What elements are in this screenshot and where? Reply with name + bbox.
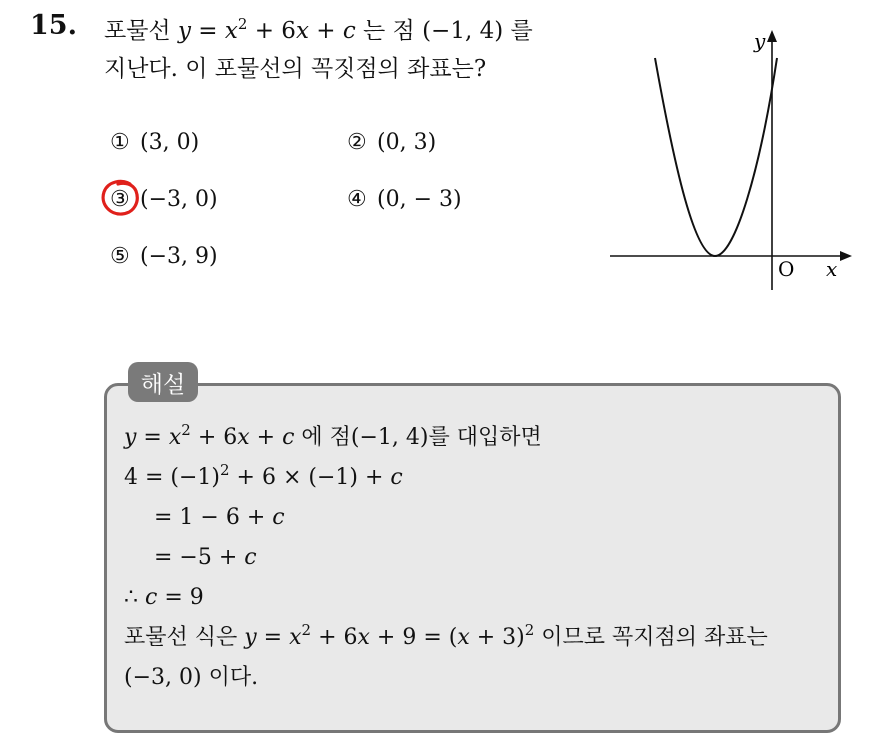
parabola-graph [600,20,860,300]
solution-line-3: = 1 − 6 + c [154,505,285,530]
answer-circle-mark [100,178,142,218]
solution-line-5: ∴ c = 9 [124,585,204,610]
solution-line-7: (−3, 0) 이다. [124,665,259,690]
solution-line-2: $4 = (-1)^2 + 6 \times (-1) + c$ [124,461,403,490]
choice-4[interactable] [347,187,462,212]
choice-1-text: (3, 0) [140,130,200,155]
question-stem [104,12,594,88]
y-axis-arrow [767,30,777,42]
choice-5-mark: ⑤ [110,244,130,269]
choice-2[interactable] [347,130,436,155]
choice-1[interactable] [110,130,199,155]
choice-2-mark: ② [347,130,367,155]
stem-line-2: 지난다. 이 포물선의 꼭짓점의 좌표는? [104,56,487,82]
choice-3-text: (−3, 0) [140,187,218,212]
choice-5-text: (−3, 9) [140,244,218,269]
origin-label: O [778,257,795,281]
parabola-curve [655,58,777,256]
y-axis-label: y [754,29,766,53]
choice-4-text: (0, − 3) [377,187,462,212]
choice-5[interactable] [110,244,218,269]
choice-2-text: (0, 3) [377,130,437,155]
choice-1-mark: ① [110,130,130,155]
choice-4-mark: ④ [347,187,367,212]
question-number: 15. [30,10,77,41]
x-axis-label: x [826,257,838,281]
solution-line-4: = −5 + c [154,545,257,570]
choice-3-mark: ③ [110,187,130,212]
stem-line-1: 포물선 $y = x^2 + 6x + c$ 는 점 (−1, 4) 를 [104,15,533,44]
solution-line-6: 포물선 식은 $y = x^2 + 6x + 9 = (x + 3)^2$ 이므로 꼭지점의 좌표는 [124,621,768,650]
solution-line-1: $y = x^2 + 6x + c$ 에 점(−1, 4)를 대입하면 [124,421,542,450]
x-axis-arrow [840,251,852,261]
solution-tag: 해설 [128,362,198,402]
solution-body [124,418,834,698]
